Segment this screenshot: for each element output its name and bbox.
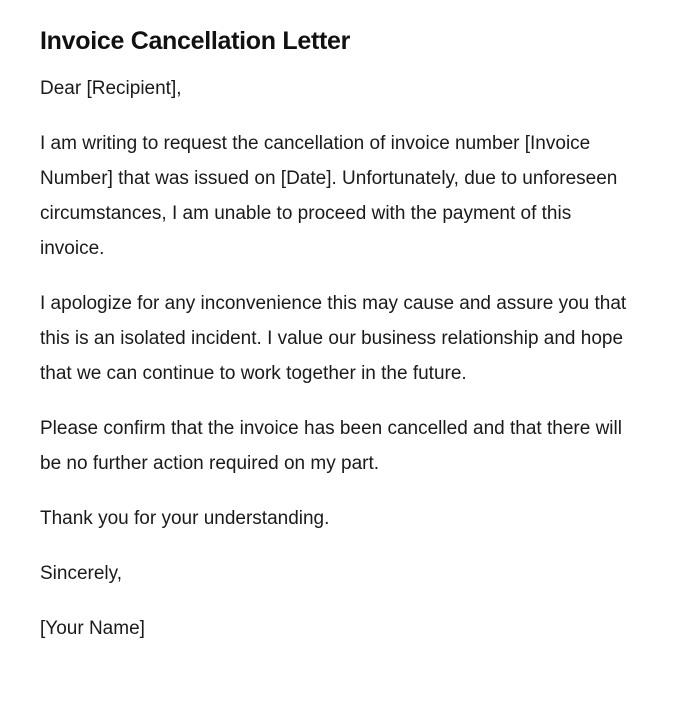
body-paragraph-3: Please confirm that the invoice has been cancelled and that there will be no further action required on my part. xyxy=(40,418,622,474)
body-paragraph-1: I am writing to request the cancellation of invoice number [Invoice Number] that was issued on [Date]. Unfortunately, due to unforeseen circumstances, I am unable to proceed with the payment of this invoice. xyxy=(40,133,618,259)
signature: [Your Name] xyxy=(40,618,145,639)
salutation: Dear [Recipient], xyxy=(40,78,182,99)
closing: Sincerely, xyxy=(40,563,123,584)
letter-title: Invoice Cancellation Letter xyxy=(40,27,351,55)
body-paragraph-2: I apologize for any inconvenience this may cause and assure you that this is an isolated incident. I value our business relationship and hope that we can continue to work together in the future. xyxy=(40,293,627,384)
body-paragraph-4: Thank you for your understanding. xyxy=(40,508,330,529)
